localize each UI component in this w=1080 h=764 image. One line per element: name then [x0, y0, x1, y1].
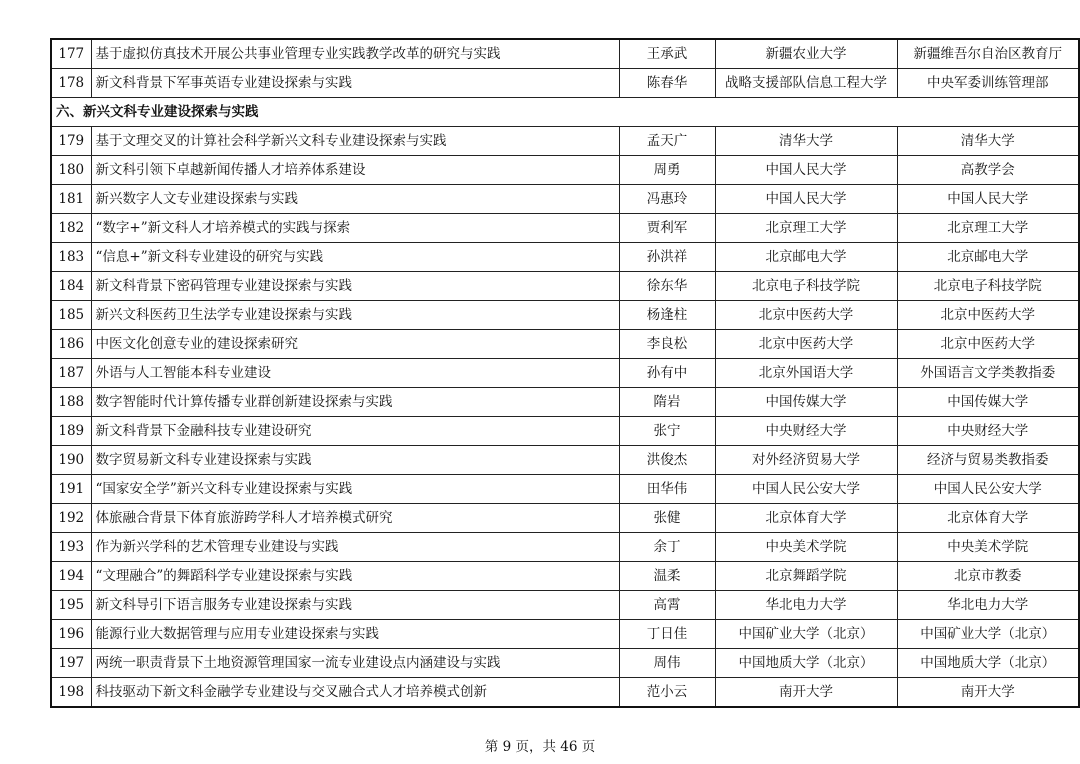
- recommending-unit: 中央美术学院: [897, 533, 1079, 562]
- recommending-unit: 中国传媒大学: [897, 388, 1079, 417]
- row-number: 184: [51, 272, 91, 301]
- project-leader: 田华伟: [619, 475, 715, 504]
- completing-unit: 战略支援部队信息工程大学: [715, 69, 897, 98]
- recommending-unit: 北京中医药大学: [897, 330, 1079, 359]
- completing-unit: 中国人民公安大学: [715, 475, 897, 504]
- table-row: [51, 504, 1079, 533]
- row-number: 181: [51, 185, 91, 214]
- row-number: 194: [51, 562, 91, 591]
- row-number: 196: [51, 620, 91, 649]
- row-number: 195: [51, 591, 91, 620]
- row-number: 182: [51, 214, 91, 243]
- recommending-unit: 北京体育大学: [897, 504, 1079, 533]
- project-leader: 贾利军: [619, 214, 715, 243]
- project-leader: 周勇: [619, 156, 715, 185]
- recommending-unit: 高教学会: [897, 156, 1079, 185]
- project-leader: 徐东华: [619, 272, 715, 301]
- completing-unit: 清华大学: [715, 127, 897, 156]
- recommending-unit: 南开大学: [897, 678, 1079, 708]
- section-row: [51, 98, 1079, 127]
- table-row: [51, 330, 1079, 359]
- project-title: “数字+”新文科人才培养模式的实践与探索: [91, 214, 619, 243]
- row-number: 179: [51, 127, 91, 156]
- project-leader: 隋岩: [619, 388, 715, 417]
- completing-unit: 北京中医药大学: [715, 301, 897, 330]
- row-number: 190: [51, 446, 91, 475]
- completing-unit: 北京舞蹈学院: [715, 562, 897, 591]
- recommending-unit: 中国人民公安大学: [897, 475, 1079, 504]
- row-number: 197: [51, 649, 91, 678]
- row-number: 178: [51, 69, 91, 98]
- project-leader: 陈春华: [619, 69, 715, 98]
- page-footer: 第 9 页，共 46 页: [484, 739, 596, 755]
- recommending-unit: 经济与贸易类教指委: [897, 446, 1079, 475]
- recommending-unit: 新疆维吾尔自治区教育厅: [897, 39, 1079, 69]
- completing-unit: 中国矿业大学（北京）: [715, 620, 897, 649]
- completing-unit: 中央财经大学: [715, 417, 897, 446]
- completing-unit: 南开大学: [715, 678, 897, 708]
- recommending-unit: 中国人民大学: [897, 185, 1079, 214]
- project-title: 两统一职责背景下土地资源管理国家一流专业建设点内涵建设与实践: [91, 649, 619, 678]
- completing-unit: 中国人民大学: [715, 185, 897, 214]
- table-row: [51, 388, 1079, 417]
- table-row: [51, 127, 1079, 156]
- table-row: [51, 620, 1079, 649]
- project-title: 科技驱动下新文科金融学专业建设与交叉融合式人才培养模式创新: [91, 678, 619, 708]
- project-leader: 冯惠玲: [619, 185, 715, 214]
- project-title: 体旅融合背景下体育旅游跨学科人才培养模式研究: [91, 504, 619, 533]
- project-title: 新文科导引下语言服务专业建设探索与实践: [91, 591, 619, 620]
- table-row: [51, 591, 1079, 620]
- project-leader: 温柔: [619, 562, 715, 591]
- project-leader: 余丁: [619, 533, 715, 562]
- project-title: “信息+”新文科专业建设的研究与实践: [91, 243, 619, 272]
- completing-unit: 北京体育大学: [715, 504, 897, 533]
- project-leader: 周伟: [619, 649, 715, 678]
- table-row: [51, 272, 1079, 301]
- table-row: [51, 678, 1079, 708]
- completing-unit: 华北电力大学: [715, 591, 897, 620]
- completing-unit: 北京理工大学: [715, 214, 897, 243]
- project-title: 数字智能时代计算传播专业群创新建设探索与实践: [91, 388, 619, 417]
- row-number: 191: [51, 475, 91, 504]
- table-row: [51, 39, 1079, 69]
- project-leader: 王承武: [619, 39, 715, 69]
- row-number: 180: [51, 156, 91, 185]
- row-number: 188: [51, 388, 91, 417]
- row-number: 187: [51, 359, 91, 388]
- project-title: 新文科背景下密码管理专业建设探索与实践: [91, 272, 619, 301]
- table-row: [51, 533, 1079, 562]
- project-leader: 张健: [619, 504, 715, 533]
- completing-unit: 中央美术学院: [715, 533, 897, 562]
- row-number: 186: [51, 330, 91, 359]
- completing-unit: 对外经济贸易大学: [715, 446, 897, 475]
- table-row: [51, 69, 1079, 98]
- table-row: [51, 185, 1079, 214]
- row-number: 189: [51, 417, 91, 446]
- completing-unit: 北京邮电大学: [715, 243, 897, 272]
- completing-unit: 北京电子科技学院: [715, 272, 897, 301]
- project-leader: 孙有中: [619, 359, 715, 388]
- table-row: [51, 359, 1079, 388]
- project-title: 中医文化创意专业的建设探索研究: [91, 330, 619, 359]
- recommending-unit: 北京电子科技学院: [897, 272, 1079, 301]
- project-title: 新文科引领下卓越新闻传播人才培养体系建设: [91, 156, 619, 185]
- project-title: 数字贸易新文科专业建设探索与实践: [91, 446, 619, 475]
- table-row: [51, 214, 1079, 243]
- project-leader: 孟天广: [619, 127, 715, 156]
- recommending-unit: 中央军委训练管理部: [897, 69, 1079, 98]
- project-title: 新文科背景下军事英语专业建设探索与实践: [91, 69, 619, 98]
- project-title: 能源行业大数据管理与应用专业建设探索与实践: [91, 620, 619, 649]
- table-row: [51, 243, 1079, 272]
- row-number: 193: [51, 533, 91, 562]
- row-number: 198: [51, 678, 91, 708]
- project-leader: 孙洪祥: [619, 243, 715, 272]
- project-leader: 范小云: [619, 678, 715, 708]
- table-row: [51, 475, 1079, 504]
- recommending-unit: 清华大学: [897, 127, 1079, 156]
- recommending-unit: 北京中医药大学: [897, 301, 1079, 330]
- table-row: [51, 417, 1079, 446]
- table-row: [51, 562, 1079, 591]
- recommending-unit: 北京市教委: [897, 562, 1079, 591]
- recommending-unit: 外国语言文学类教指委: [897, 359, 1079, 388]
- project-title: 作为新兴学科的艺术管理专业建设与实践: [91, 533, 619, 562]
- project-leader: 洪俊杰: [619, 446, 715, 475]
- completing-unit: 中国传媒大学: [715, 388, 897, 417]
- recommending-unit: 中国地质大学（北京）: [897, 649, 1079, 678]
- table-row: [51, 301, 1079, 330]
- project-leader: 李良松: [619, 330, 715, 359]
- project-table: [50, 38, 1080, 708]
- recommending-unit: 中央财经大学: [897, 417, 1079, 446]
- project-title: “文理融合”的舞蹈科学专业建设探索与实践: [91, 562, 619, 591]
- project-leader: 丁日佳: [619, 620, 715, 649]
- project-title: 外语与人工智能本科专业建设: [91, 359, 619, 388]
- table-row: [51, 156, 1079, 185]
- project-title: “国家安全学”新兴文科专业建设探索与实践: [91, 475, 619, 504]
- recommending-unit: 北京邮电大学: [897, 243, 1079, 272]
- completing-unit: 北京中医药大学: [715, 330, 897, 359]
- recommending-unit: 华北电力大学: [897, 591, 1079, 620]
- row-number: 177: [51, 39, 91, 69]
- table-body: [51, 39, 1079, 707]
- row-number: 192: [51, 504, 91, 533]
- completing-unit: 中国人民大学: [715, 156, 897, 185]
- recommending-unit: 中国矿业大学（北京）: [897, 620, 1079, 649]
- table-row: [51, 446, 1079, 475]
- project-title: 新兴文科医药卫生法学专业建设探索与实践: [91, 301, 619, 330]
- completing-unit: 北京外国语大学: [715, 359, 897, 388]
- table-row: [51, 649, 1079, 678]
- project-title: 新兴数字人文专业建设探索与实践: [91, 185, 619, 214]
- completing-unit: 中国地质大学（北京）: [715, 649, 897, 678]
- project-leader: 杨逢柱: [619, 301, 715, 330]
- row-number: 183: [51, 243, 91, 272]
- project-title: 基于虚拟仿真技术开展公共事业管理专业实践教学改革的研究与实践: [91, 39, 619, 69]
- project-title: 新文科背景下金融科技专业建设研究: [91, 417, 619, 446]
- section-heading: 六、新兴文科专业建设探索与实践: [51, 98, 1079, 127]
- project-leader: 张宁: [619, 417, 715, 446]
- completing-unit: 新疆农业大学: [715, 39, 897, 69]
- project-title: 基于文理交叉的计算社会科学新兴文科专业建设探索与实践: [91, 127, 619, 156]
- project-leader: 高霄: [619, 591, 715, 620]
- recommending-unit: 北京理工大学: [897, 214, 1079, 243]
- row-number: 185: [51, 301, 91, 330]
